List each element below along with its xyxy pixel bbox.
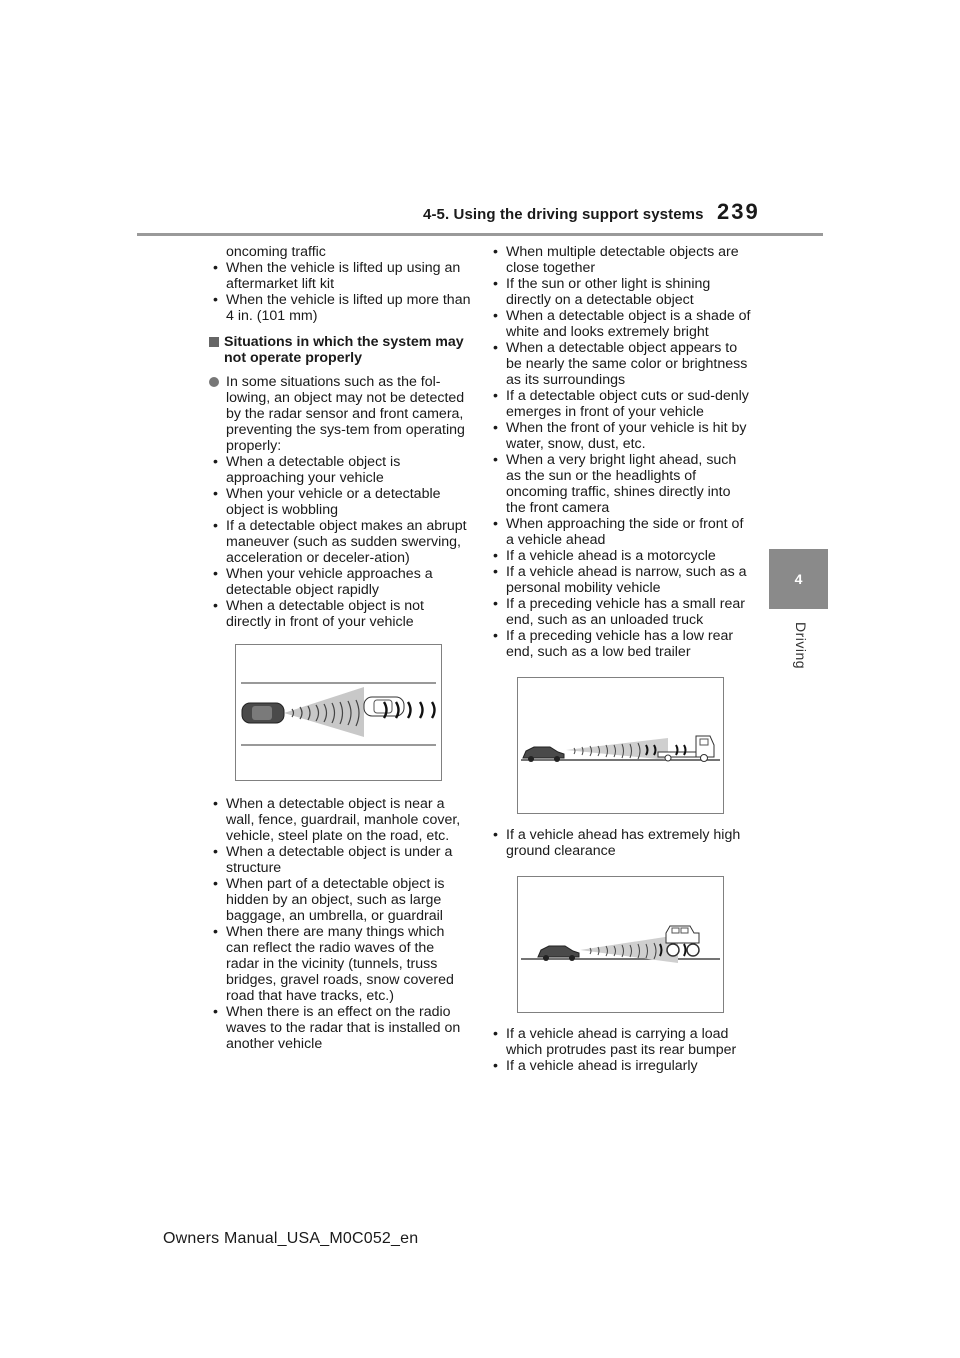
high-clearance-vehicle-illustration (517, 876, 724, 1013)
list-item: • When a detectable object appears to be nearly the same color or brightness as its surroundings (489, 340, 751, 388)
chapter-tab: 4 (769, 549, 828, 609)
list-item: • If a preceding vehicle has a low rear end, such as a low bed trailer (489, 628, 751, 660)
list-item: • If a detectable object makes an abrupt maneuver (such as sudden swerving, acceleration or deceler-ation) (209, 518, 471, 566)
offset-vehicle-illustration (235, 644, 442, 781)
list-item: • When the front of your vehicle is hit by water, snow, dust, etc. (489, 420, 751, 452)
list-item: • When multiple detectable objects are close together (489, 244, 751, 276)
list-item: • When a detectable object is near a wall, fence, guardrail, manhole cover, vehicle, steel plate on the road, etc. (209, 796, 471, 844)
list-item: • When there are many things which can reflect the radio waves of the radar in the vicinity (tunnels, truss bridges, gravel roads, snow covered road that have tracks, etc.) (209, 924, 471, 1004)
section-title: 4-5. Using the driving support systems (423, 206, 704, 223)
list-item: • When your vehicle approaches a detectable object rapidly (209, 566, 471, 598)
list-item: • When approaching the side or front of a vehicle ahead (489, 516, 751, 548)
intro-paragraph (209, 374, 471, 454)
list-item: • When there is an effect on the radio waves to the radar that is installed on another vehicle (209, 1004, 471, 1052)
page-number: 239 (717, 199, 760, 224)
low-bed-trailer-illustration (517, 677, 724, 814)
header-divider (137, 233, 823, 236)
section-heading-text: Situations in which the system may not operate properly (224, 334, 464, 366)
list-item: • When the vehicle is lifted up more than 4 in. (101 mm) (209, 292, 471, 324)
right-column (489, 244, 751, 1074)
list-item: • If a preceding vehicle has a small rear end, such as an unloaded truck (489, 596, 751, 628)
section-heading (209, 334, 471, 366)
chapter-label: Driving (793, 622, 809, 670)
list-item: • If a vehicle ahead is a motorcycle (489, 548, 751, 564)
list-item: • When a detectable object is not directly in front of your vehicle (209, 598, 471, 630)
list-item: • If a vehicle ahead is carrying a load which protrudes past its rear bumper (489, 1026, 751, 1058)
list-item: • When a very bright light ahead, such as the sun or the headlights of oncoming traffic, shines directly into the front camera (489, 452, 751, 516)
list-item: • When a detectable object is under a structure (209, 844, 471, 876)
circle-bullet-icon (209, 377, 219, 387)
list-item: • When part of a detectable object is hidden by an object, such as large baggage, an umbrella, or guardrail (209, 876, 471, 924)
list-item: • When a detectable object is approaching your vehicle (209, 454, 471, 486)
list-item: • When the vehicle is lifted up using an aftermarket lift kit (209, 260, 471, 292)
footer-text: Owners Manual_USA_M0C052_en (163, 1230, 419, 1247)
list-item: • If a detectable object cuts or sud-denly emerges in front of your vehicle (489, 388, 751, 420)
list-item: • If a vehicle ahead has extremely high ground clearance (489, 827, 751, 859)
list-item: • If a vehicle ahead is narrow, such as a personal mobility vehicle (489, 564, 751, 596)
list-item: • When your vehicle or a detectable object is wobbling (209, 486, 471, 518)
square-bullet-icon (209, 337, 219, 347)
list-item: • If a vehicle ahead is irregularly (489, 1058, 751, 1074)
list-item: • If the sun or other light is shining directly on a detectable object (489, 276, 751, 308)
intro-text: In some situations such as the fol-lowing, an object may not be detected by the radar sensor and front camera, preventing the sys-tem from operating properly: (226, 374, 465, 454)
left-column (209, 244, 471, 1052)
list-item: • When a detectable object is a shade of white and looks extremely bright (489, 308, 751, 340)
continuation-text: oncoming traffic (226, 244, 326, 260)
